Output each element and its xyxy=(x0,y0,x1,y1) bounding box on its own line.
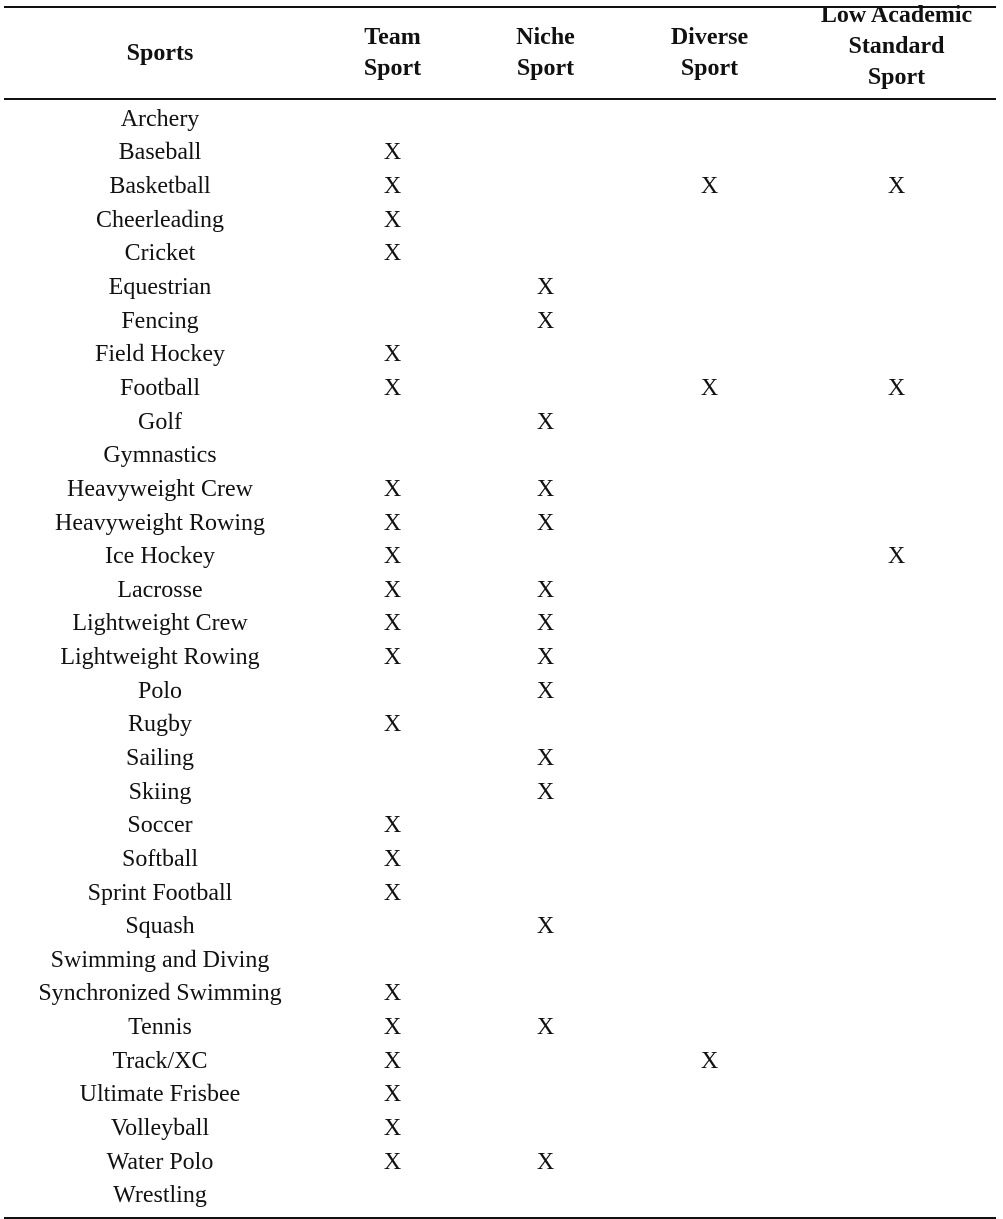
table-row xyxy=(4,304,996,338)
header-low-line3: Sport xyxy=(867,63,926,90)
table-row xyxy=(4,742,996,776)
sport-name: Archery xyxy=(120,105,200,132)
sport-name: Football xyxy=(119,374,200,401)
team-sport-mark: X xyxy=(383,812,402,839)
table-row xyxy=(4,607,996,641)
sport-name: Squash xyxy=(125,913,195,940)
team-sport-mark: X xyxy=(383,879,402,906)
sport-name: Baseball xyxy=(118,139,202,166)
table-row xyxy=(4,708,996,742)
niche-sport-mark: X xyxy=(536,677,555,704)
header-sports-label: Sports xyxy=(126,39,194,66)
table-row xyxy=(4,809,996,843)
niche-sport-mark: X xyxy=(536,1148,555,1175)
sport-name: Water Polo xyxy=(106,1148,214,1175)
team-sport-mark: X xyxy=(383,644,402,671)
sports-classification-table xyxy=(4,1,996,1219)
niche-sport-mark: X xyxy=(536,744,555,771)
team-sport-mark: X xyxy=(383,374,402,401)
diverse-sport-mark: X xyxy=(700,173,719,200)
sport-name: Lightweight Crew xyxy=(72,610,248,637)
header-diverse-line2: Sport xyxy=(680,55,739,81)
low-academic-mark: X xyxy=(887,543,906,570)
niche-sport-mark: X xyxy=(536,408,555,435)
table-row xyxy=(4,372,996,406)
table-row xyxy=(4,338,996,372)
header-team-sport xyxy=(316,22,469,84)
team-sport-mark: X xyxy=(383,509,402,536)
niche-sport-mark: X xyxy=(536,644,555,671)
sport-name: Equestrian xyxy=(108,274,212,301)
sport-name: Heavyweight Crew xyxy=(67,475,253,502)
team-sport-mark: X xyxy=(383,475,402,502)
table-row xyxy=(4,977,996,1011)
team-sport-mark: X xyxy=(383,341,402,368)
table-header-row xyxy=(4,1,996,98)
header-sports xyxy=(4,38,316,69)
table-row xyxy=(4,944,996,978)
niche-sport-mark: X xyxy=(536,1014,555,1041)
sport-name: Soccer xyxy=(127,812,193,839)
sport-name: Lacrosse xyxy=(117,576,203,603)
table-row xyxy=(4,1011,996,1045)
team-sport-mark: X xyxy=(383,576,402,603)
sport-name: Ice Hockey xyxy=(105,543,215,570)
table-row xyxy=(4,573,996,607)
sport-name: Swimming and Diving xyxy=(50,946,270,973)
sport-name: Heavyweight Rowing xyxy=(55,509,265,536)
table-row xyxy=(4,405,996,439)
sport-name: Fencing xyxy=(121,307,199,334)
table-row xyxy=(4,439,996,473)
header-low-academic-standard-sport xyxy=(797,0,996,93)
niche-sport-mark: X xyxy=(536,610,555,637)
diverse-sport-mark: X xyxy=(700,1047,719,1074)
sport-name: Sailing xyxy=(125,744,194,771)
table-row xyxy=(4,1044,996,1078)
team-sport-mark: X xyxy=(383,845,402,872)
sport-name: Field Hockey xyxy=(95,341,225,368)
table-row xyxy=(4,876,996,910)
sport-name: Lightweight Rowing xyxy=(60,644,260,671)
sport-name: Polo xyxy=(137,677,182,704)
team-sport-mark: X xyxy=(383,139,402,166)
sport-name: Synchronized Swimming xyxy=(38,980,282,1007)
team-sport-mark: X xyxy=(383,1047,402,1074)
table-row xyxy=(4,1112,996,1146)
header-diverse-sport xyxy=(622,22,797,84)
sport-name: Gymnastics xyxy=(103,442,217,469)
sport-name: Cheerleading xyxy=(96,206,224,233)
sport-name: Skiing xyxy=(128,778,192,805)
table-row xyxy=(4,910,996,944)
team-sport-mark: X xyxy=(383,980,402,1007)
sport-name: Cricket xyxy=(124,240,196,267)
team-sport-mark: X xyxy=(383,1081,402,1108)
header-low-line1: Low Academic xyxy=(820,1,973,28)
table-row xyxy=(4,540,996,574)
table-body xyxy=(4,100,996,1217)
diverse-sport-mark: X xyxy=(700,374,719,401)
team-sport-mark: X xyxy=(383,610,402,637)
sport-name: Tennis xyxy=(128,1014,192,1041)
team-sport-mark: X xyxy=(383,173,402,200)
table-row xyxy=(4,1145,996,1179)
niche-sport-mark: X xyxy=(536,576,555,603)
table-row xyxy=(4,641,996,675)
team-sport-mark: X xyxy=(383,711,402,738)
niche-sport-mark: X xyxy=(536,307,555,334)
low-academic-mark: X xyxy=(887,374,906,401)
table-row xyxy=(4,473,996,507)
table-row xyxy=(4,1078,996,1112)
sport-name: Volleyball xyxy=(110,1115,210,1142)
header-niche-line2: Sport xyxy=(516,55,575,81)
sport-name: Wrestling xyxy=(113,1182,207,1209)
table-row xyxy=(4,506,996,540)
sport-name: Golf xyxy=(138,408,182,435)
team-sport-mark: X xyxy=(383,206,402,233)
niche-sport-mark: X xyxy=(536,913,555,940)
table-row xyxy=(4,103,996,137)
team-sport-mark: X xyxy=(383,1115,402,1142)
niche-sport-mark: X xyxy=(536,509,555,536)
table-row xyxy=(4,271,996,305)
header-niche-sport xyxy=(469,22,622,84)
sport-name: Sprint Football xyxy=(87,879,233,906)
header-team-line1: Team xyxy=(364,24,421,50)
table-row xyxy=(4,136,996,170)
team-sport-mark: X xyxy=(383,240,402,267)
team-sport-mark: X xyxy=(383,1148,402,1175)
table-row xyxy=(4,170,996,204)
team-sport-mark: X xyxy=(383,543,402,570)
header-diverse-line1: Diverse xyxy=(670,24,749,50)
niche-sport-mark: X xyxy=(536,778,555,805)
table-row xyxy=(4,775,996,809)
niche-sport-mark: X xyxy=(536,475,555,502)
table-row xyxy=(4,203,996,237)
sport-name: Basketball xyxy=(109,173,211,200)
low-academic-mark: X xyxy=(887,173,906,200)
sport-name: Ultimate Frisbee xyxy=(79,1081,241,1108)
table-row xyxy=(4,237,996,271)
niche-sport-mark: X xyxy=(536,274,555,301)
header-team-line2: Sport xyxy=(363,55,422,81)
sport-name: Rugby xyxy=(127,711,192,738)
table-row xyxy=(4,674,996,708)
table-row xyxy=(4,843,996,877)
sport-name: Softball xyxy=(122,845,198,872)
header-low-line2: Standard xyxy=(848,32,945,59)
team-sport-mark: X xyxy=(383,1014,402,1041)
table-row xyxy=(4,1179,996,1213)
header-niche-line1: Niche xyxy=(516,24,575,50)
sport-name: Track/XC xyxy=(112,1047,208,1074)
